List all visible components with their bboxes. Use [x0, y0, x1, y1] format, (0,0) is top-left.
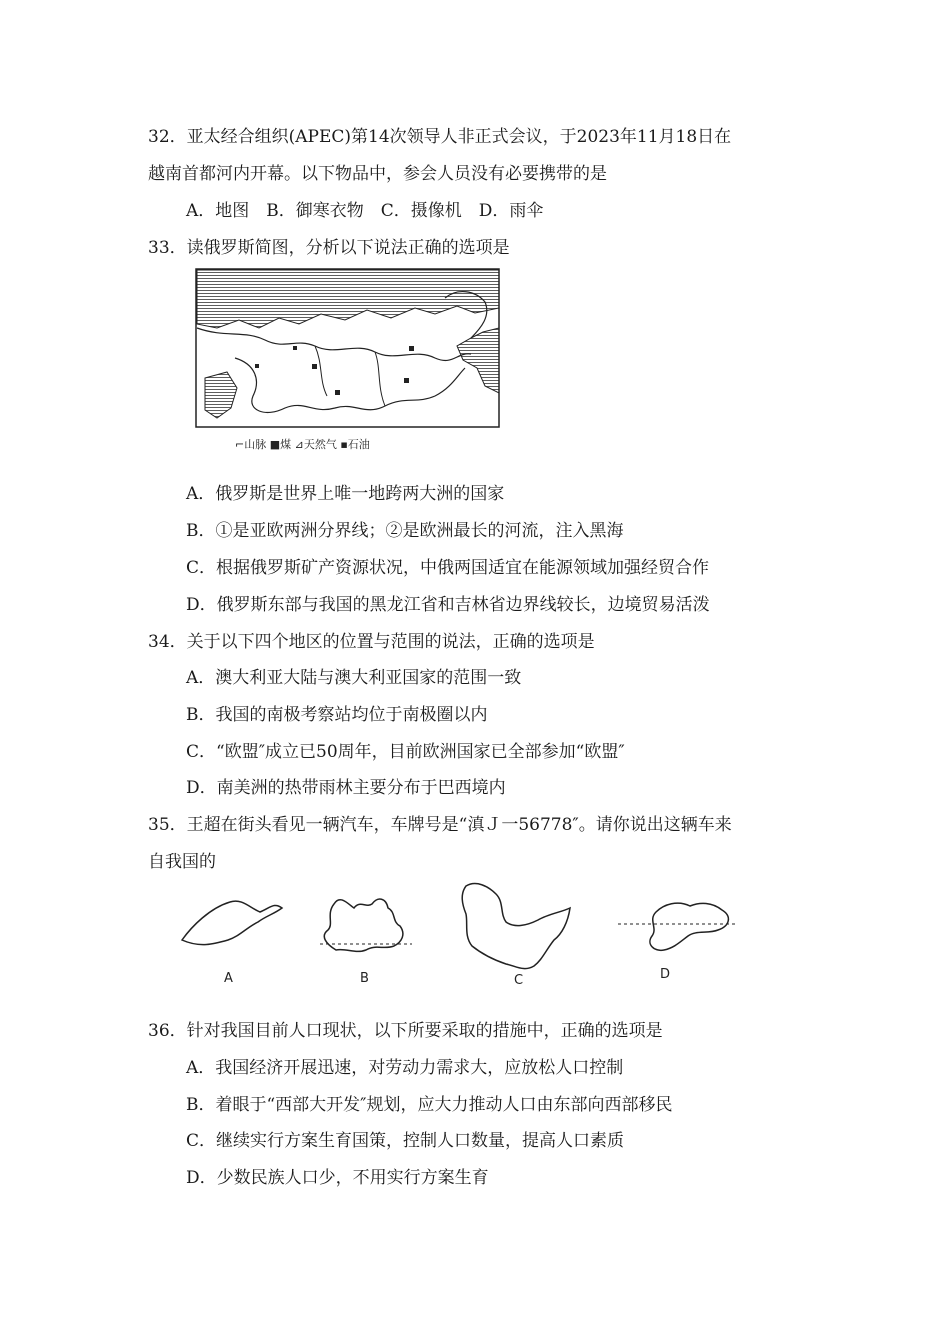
shape-b-label: B [360, 971, 369, 986]
shape-d [650, 903, 728, 950]
q33-option-d: D．俄罗斯东部与我国的黑龙江省和吉林省边界线较长，边境贸易活泼 [186, 595, 710, 615]
shape-a-label: A [224, 971, 233, 986]
russia-map-drawing [195, 268, 507, 454]
shape-c-label: C [514, 973, 524, 988]
q36-option-d: D．少数民族人口少，不用实行方案生育 [186, 1168, 489, 1188]
q35-stem-line1: 35．王超在街头看见一辆汽车，车牌号是“滇Ｊ一56778″。请你说出这辆车来 [148, 815, 732, 835]
q36-stem: 36．针对我国目前人口现状，以下所要采取的措施中，正确的选项是 [148, 1021, 663, 1041]
q34-option-d: D．南美洲的热带雨林主要分布于巴西境内 [186, 778, 506, 798]
q33-option-a: A．俄罗斯是世界上唯一地跨两大洲的国家 [186, 484, 505, 504]
q35-stem-line2: 自我国的 [148, 852, 216, 872]
q32-stem-line1: 32．亚太经合组织(APEC)第14次领导人非正式会议，于2023年11月18日在 [148, 127, 732, 147]
russia-map [195, 268, 507, 454]
q36-option-a: A．我国经济开展迅速，对劳动力需求大，应放松人口控制 [186, 1058, 624, 1078]
q34-option-c: C．“欧盟″成立已50周年，目前欧洲国家已全部参加“欧盟″ [186, 742, 625, 762]
province-shapes [170, 878, 750, 990]
province-shapes-drawing [170, 878, 750, 990]
q33-stem: 33．读俄罗斯简图，分析以下说法正确的选项是 [148, 238, 510, 258]
q36-option-b: B．着眼于“西部大开发″规划，应大力推动人口由东部向西部移民 [186, 1095, 673, 1115]
q36-option-c: C．继续实行方案生育国策，控制人口数量，提高人口素质 [186, 1131, 625, 1151]
q34-stem: 34．关于以下四个地区的位置与范围的说法，正确的选项是 [148, 632, 595, 652]
q32-options: A．地图 B．御寒衣物 C．摄像机 D．雨伞 [186, 201, 544, 221]
q32-stem-line2: 越南首都河内开幕。以下物品中，参会人员没有必要携带的是 [148, 164, 607, 184]
q33-option-c: C．根据俄罗斯矿产资源状况，中俄两国适宜在能源领域加强经贸合作 [186, 558, 710, 578]
q33-option-b: B．①是亚欧两洲分界线；②是欧洲最长的河流，注入黑海 [186, 521, 624, 541]
map-legend: ⌐山脉 ■煤 ⊿天然气 ▪石油 [235, 438, 370, 451]
q34-option-b: B．我国的南极考察站均位于南极圈以内 [186, 705, 488, 725]
q34-option-a: A．澳大利亚大陆与澳大利亚国家的范围一致 [186, 668, 522, 688]
shape-d-label: D [660, 967, 671, 982]
shape-c [462, 884, 570, 969]
shape-a [182, 901, 282, 945]
